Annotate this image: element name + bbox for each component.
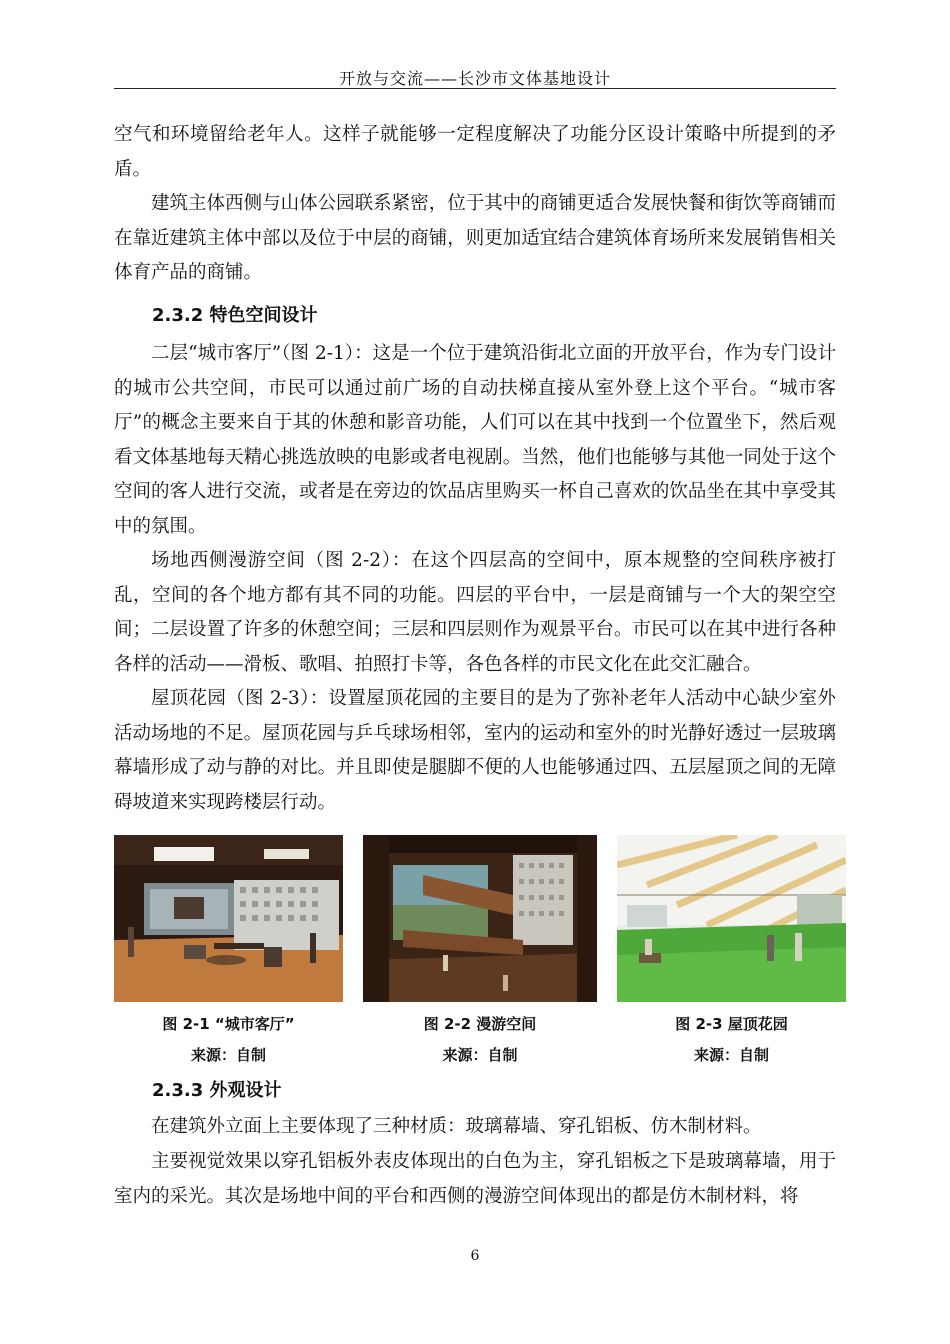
paragraph: 建筑主体西侧与山体公园联系紧密，位于其中的商铺更适合发展快餐和街饮等商铺而在靠近建筑主体中部以及位于中层的商铺，则更加适宜结合建筑体育场所来发展销售相关体育产品的商铺。 [114,193,836,283]
paragraph: 主要视觉效果以穿孔铝板外表皮体现出的白色为主，穿孔铝板之下是玻璃幕墙，用于室内的采光。其次是场地中间的平台和西侧的漫游空间体现出的都是仿木制材料，将 [114,1151,836,1207]
paragraph: 空气和环境留给老年人。这样子就能够一定程度解决了功能分区设计策略中所提到的矛盾。 [114,124,836,180]
paragraph: 场地西侧漫游空间（图 2-2）：在这个四层高的空间中，原本规整的空间秩序被打乱，空间的各个地方都有其不同的功能。四层的平台中，一层是商铺与一个大的架空空间；二层设置了许多的休憩空间；三层和四层则作为观景平台。市民可以在其中进行各种各样的活动——滑板、歌唱、拍照打卡等，各色各样的市民文化在此交汇融合。 [114,550,836,675]
header-rule [114,88,836,89]
figure-caption: 图 2-3 屋顶花园 [675,1015,788,1033]
figure-source: 来源：自制 [693,1046,769,1064]
figure-source: 来源：自制 [442,1046,518,1064]
figure-image-roof-garden [617,835,846,1002]
figure-image-city-living-room [114,835,343,1002]
paragraph: 二层“城市客厅”（图 2-1）：这是一个位于建筑沿街北立面的开放平台，作为专门设计的城市公共空间，市民可以通过前广场的自动扶梯直接从室外登上这个平台。“城市客厅”的概念主要来自于其的休憩和影音功能，人们可以在其中找到一个位置坐下，然后观看文体基地每天精心挑选放映的电影或者电视剧。当然，他们也能够与其他一同处于这个空间的客人进行交流，或者是在旁边的饮品店里购买一杯自己喜欢的饮品坐在其中享受其中的氛围。 [114,343,836,537]
figure-image-roaming-space [363,835,597,1002]
running-header: 开放与交流——长沙市文体基地设计 [338,69,611,88]
section-heading-2-3-3: 2.3.3 外观设计 [152,1080,282,1101]
paragraph: 屋顶花园（图 2-3）：设置屋顶花园的主要目的是为了弥补老年人活动中心缺少室外活动场地的不足。屋顶花园与乒乓球场相邻，室内的运动和室外的时光静好透过一层玻璃幕墙形成了动与静的对比。并且即使是腿脚不便的人也能够通过四、五层屋顶之间的无障碍坡道来实现跨楼层行动。 [114,688,836,813]
page-number: 6 [470,1248,480,1264]
figure-caption: 图 2-2 漫游空间 [423,1015,537,1033]
paragraph: 在建筑外立面上主要体现了三种材质：玻璃幕墙、穿孔铝板、仿木制材料。 [151,1116,762,1137]
section-heading-2-3-2: 2.3.2 特色空间设计 [152,305,318,326]
figure-source: 来源：自制 [190,1046,266,1064]
figure-caption: 图 2-1 “城市客厅” [162,1015,295,1033]
